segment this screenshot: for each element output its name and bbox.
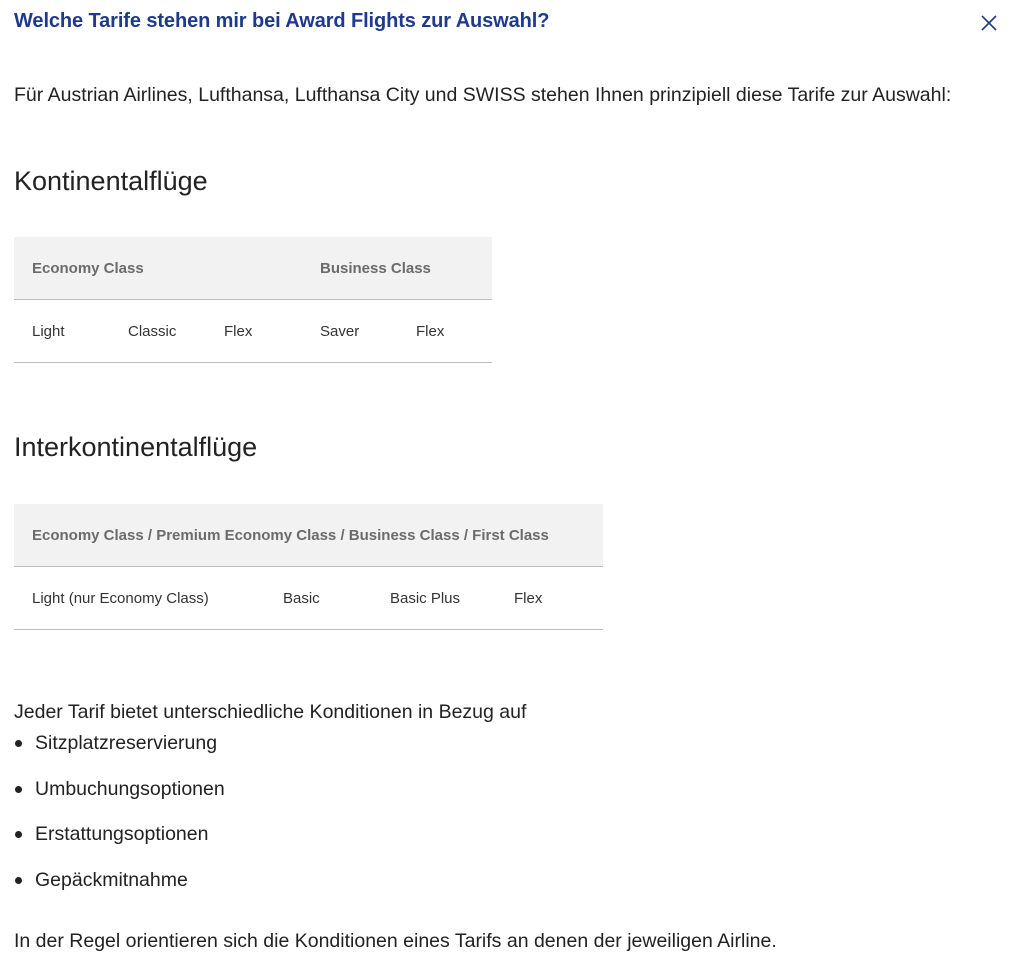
dialog-title: Welche Tarife stehen mir bei Award Flights zur Auswahl? (14, 10, 550, 32)
table-header-all-classes: Economy Class / Premium Economy Class / Business Class / First Class (14, 504, 603, 567)
fare-cell: Basic (265, 567, 372, 630)
bullet-icon (15, 877, 22, 884)
fare-cell: Basic Plus (372, 567, 496, 630)
intercontinental-fare-table (14, 504, 603, 630)
conditions-footer: In der Regel orientieren sich die Konditionen eines Tarifs an denen der jeweiligen Airline. (14, 930, 777, 952)
fare-cell: Light (14, 300, 110, 363)
table-row (14, 300, 492, 363)
bullet-icon (15, 740, 22, 747)
fare-cell: Saver (302, 300, 398, 363)
list-item-label: Umbuchungsoptionen (35, 777, 225, 800)
list-item-label: Sitzplatzreservierung (35, 732, 218, 754)
bullet-icon (15, 786, 22, 793)
list-item-label: Gepäckmitnahme (35, 868, 188, 891)
continental-heading: Kontinentalflüge (14, 166, 208, 196)
list-item (14, 731, 225, 777)
table-header-economy: Economy Class (14, 237, 302, 300)
table-header-business: Business Class (302, 237, 492, 300)
list-item (14, 822, 225, 868)
fare-cell: Flex (398, 300, 492, 363)
list-item-label: Erstattungsoptionen (35, 823, 209, 845)
close-icon (976, 10, 1002, 36)
table-header-row (14, 237, 492, 300)
fare-cell: Classic (110, 300, 206, 363)
list-item (14, 777, 225, 823)
fare-cell: Light (nur Economy Class) (14, 567, 265, 630)
intercontinental-heading: Interkontinentalflüge (14, 432, 258, 462)
fare-cell: Flex (206, 300, 302, 363)
conditions-lead: Jeder Tarif bietet unterschiedliche Konditionen in Bezug auf (14, 701, 527, 723)
table-header-row (14, 504, 603, 567)
close-button[interactable] (976, 10, 1002, 36)
table-row (14, 567, 603, 630)
bullet-icon (15, 831, 22, 838)
continental-fare-table (14, 237, 492, 363)
list-item (14, 868, 225, 914)
intro-text: Für Austrian Airlines, Lufthansa, Lufthansa City und SWISS stehen Ihnen prinzipiell diese Tarife zur Auswahl: (14, 84, 952, 106)
fare-cell: Flex (496, 567, 603, 630)
conditions-list (14, 731, 225, 913)
